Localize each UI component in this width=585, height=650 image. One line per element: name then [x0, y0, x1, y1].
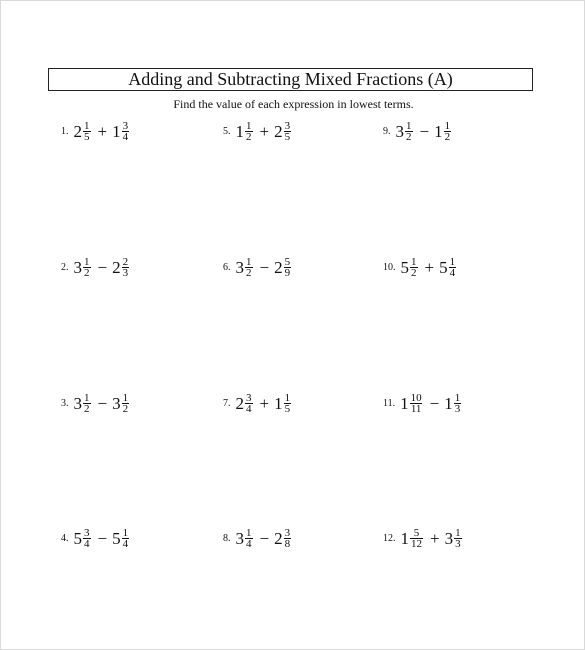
first-operand-numerator: 3 — [84, 527, 90, 539]
first-operand-numerator: 1 — [406, 120, 412, 132]
second-operand-numerator: 2 — [122, 256, 129, 268]
second-operand-numerator: 1 — [122, 527, 129, 539]
first-operand-whole: 3 — [73, 393, 82, 413]
first-operand-fraction — [410, 528, 423, 549]
first-operand-denominator: 2 — [246, 267, 252, 279]
second-operand-fraction — [122, 393, 130, 414]
operator: − — [259, 257, 270, 277]
first-operand-fraction — [83, 528, 91, 549]
first-operand-numerator: 1 — [246, 120, 252, 132]
first-operand-fraction — [83, 121, 91, 142]
first-operand-fraction — [245, 393, 253, 414]
first-operand-fraction — [83, 257, 91, 278]
second-operand-denominator: 5 — [284, 131, 291, 143]
operator: + — [430, 528, 440, 548]
first-operand-denominator: 2 — [411, 267, 417, 279]
problem-number: 10. — [383, 262, 396, 273]
first-operand-numerator: 1 — [411, 256, 417, 268]
first-operand-whole: 1 — [235, 121, 244, 141]
second-operand-whole: 3 — [112, 393, 121, 413]
first-operand-denominator: 2 — [246, 131, 252, 143]
second-operand-numerator: 3 — [284, 120, 291, 132]
first-operand-denominator: 11 — [410, 403, 422, 415]
second-operand-fraction — [449, 257, 457, 278]
second-operand-whole: 2 — [274, 528, 283, 548]
first-operand-numerator: 1 — [84, 392, 90, 404]
first-operand-denominator: 4 — [246, 538, 252, 550]
first-operand-fraction — [410, 257, 418, 278]
first-operand-denominator: 2 — [84, 403, 90, 415]
second-operand-denominator: 3 — [455, 538, 461, 550]
operator: + — [97, 121, 108, 141]
second-operand-numerator: 3 — [284, 527, 291, 539]
second-operand-numerator: 1 — [455, 527, 461, 539]
operator: − — [429, 393, 440, 413]
second-operand-fraction — [122, 257, 130, 278]
operator: − — [97, 528, 108, 548]
problem-12 — [383, 528, 464, 549]
problem-7 — [223, 393, 293, 414]
operator: − — [259, 528, 270, 548]
second-operand-whole: 1 — [434, 121, 443, 141]
first-operand-whole: 5 — [73, 528, 82, 548]
second-operand-fraction — [122, 121, 130, 142]
second-operand-denominator: 2 — [122, 403, 129, 415]
second-operand-numerator: 1 — [122, 392, 129, 404]
second-operand-fraction — [284, 257, 292, 278]
first-operand-fraction — [83, 393, 91, 414]
problem-number: 4. — [61, 533, 69, 544]
second-operand-whole: 1 — [274, 393, 283, 413]
second-operand-denominator: 9 — [284, 267, 291, 279]
second-operand-fraction — [444, 121, 452, 142]
operator: + — [259, 121, 270, 141]
second-operand-fraction — [284, 393, 292, 414]
second-operand-whole: 5 — [439, 257, 448, 277]
operator: − — [97, 257, 108, 277]
first-operand-fraction — [245, 528, 253, 549]
problem-2 — [61, 257, 131, 278]
first-operand-fraction — [245, 257, 253, 278]
second-operand-fraction — [284, 121, 292, 142]
problem-number: 11. — [383, 398, 396, 409]
first-operand-whole: 2 — [73, 121, 82, 141]
problem-number: 3. — [61, 398, 69, 409]
first-operand-numerator: 5 — [413, 527, 420, 539]
problem-11 — [383, 393, 463, 414]
problem-9 — [383, 121, 453, 142]
problem-number: 8. — [223, 533, 231, 544]
problem-10 — [383, 257, 458, 278]
first-operand-numerator: 3 — [246, 392, 252, 404]
first-operand-whole: 3 — [235, 257, 244, 277]
second-operand-numerator: 1 — [284, 392, 291, 404]
second-operand-denominator: 3 — [122, 267, 129, 279]
first-operand-numerator: 1 — [246, 256, 252, 268]
problem-4 — [61, 528, 131, 549]
second-operand-numerator: 1 — [454, 392, 461, 404]
second-operand-denominator: 5 — [284, 403, 291, 415]
second-operand-denominator: 2 — [444, 131, 451, 143]
second-operand-numerator: 3 — [122, 120, 129, 132]
second-operand-fraction — [284, 528, 292, 549]
second-operand-numerator: 1 — [444, 120, 451, 132]
first-operand-denominator: 5 — [84, 131, 90, 143]
problem-8 — [223, 528, 293, 549]
first-operand-whole: 3 — [395, 121, 404, 141]
first-operand-denominator: 12 — [411, 538, 422, 550]
first-operand-denominator: 4 — [246, 403, 252, 415]
second-operand-fraction — [454, 393, 462, 414]
second-operand-fraction — [454, 528, 462, 549]
first-operand-denominator: 2 — [406, 131, 412, 143]
first-operand-whole: 3 — [73, 257, 82, 277]
second-operand-whole: 5 — [112, 528, 121, 548]
second-operand-denominator: 4 — [122, 538, 129, 550]
second-operand-whole: 1 — [112, 121, 121, 141]
operator: + — [424, 257, 435, 277]
second-operand-denominator: 3 — [454, 403, 461, 415]
second-operand-denominator: 4 — [122, 131, 129, 143]
second-operand-fraction — [122, 528, 130, 549]
first-operand-fraction — [245, 121, 253, 142]
first-operand-whole: 1 — [400, 528, 409, 548]
first-operand-fraction — [410, 393, 423, 414]
first-operand-numerator: 1 — [84, 256, 90, 268]
problem-number: 7. — [223, 398, 231, 409]
problem-number: 9. — [383, 126, 391, 137]
second-operand-numerator: 5 — [284, 256, 291, 268]
operator: − — [97, 393, 108, 413]
first-operand-whole: 3 — [235, 528, 244, 548]
problem-number: 6. — [223, 262, 231, 273]
problem-number: 1. — [61, 126, 69, 137]
second-operand-denominator: 8 — [284, 538, 291, 550]
problem-number: 5. — [223, 126, 231, 137]
operator: + — [259, 393, 270, 413]
first-operand-denominator: 2 — [84, 267, 90, 279]
first-operand-numerator: 1 — [246, 527, 252, 539]
worksheet-title: Adding and Subtracting Mixed Fractions (A) — [48, 68, 533, 91]
problem-3 — [61, 393, 131, 414]
second-operand-whole: 1 — [444, 393, 453, 413]
second-operand-whole: 2 — [112, 257, 121, 277]
problem-number: 2. — [61, 262, 69, 273]
problem-1 — [61, 121, 131, 142]
instructions: Find the value of each expression in lowest terms. — [173, 97, 414, 111]
first-operand-whole: 5 — [400, 257, 409, 277]
first-operand-denominator: 4 — [84, 538, 90, 550]
problem-number: 12. — [383, 533, 396, 544]
operator: − — [419, 121, 430, 141]
first-operand-numerator: 10 — [410, 392, 422, 404]
first-operand-numerator: 1 — [84, 120, 90, 132]
first-operand-fraction — [405, 121, 413, 142]
first-operand-whole: 1 — [400, 393, 409, 413]
second-operand-whole: 2 — [274, 121, 283, 141]
second-operand-denominator: 4 — [449, 267, 456, 279]
second-operand-whole: 3 — [444, 528, 454, 548]
first-operand-whole: 2 — [235, 393, 244, 413]
second-operand-whole: 2 — [274, 257, 283, 277]
second-operand-numerator: 1 — [449, 256, 456, 268]
problem-5 — [223, 121, 293, 142]
problem-6 — [223, 257, 293, 278]
